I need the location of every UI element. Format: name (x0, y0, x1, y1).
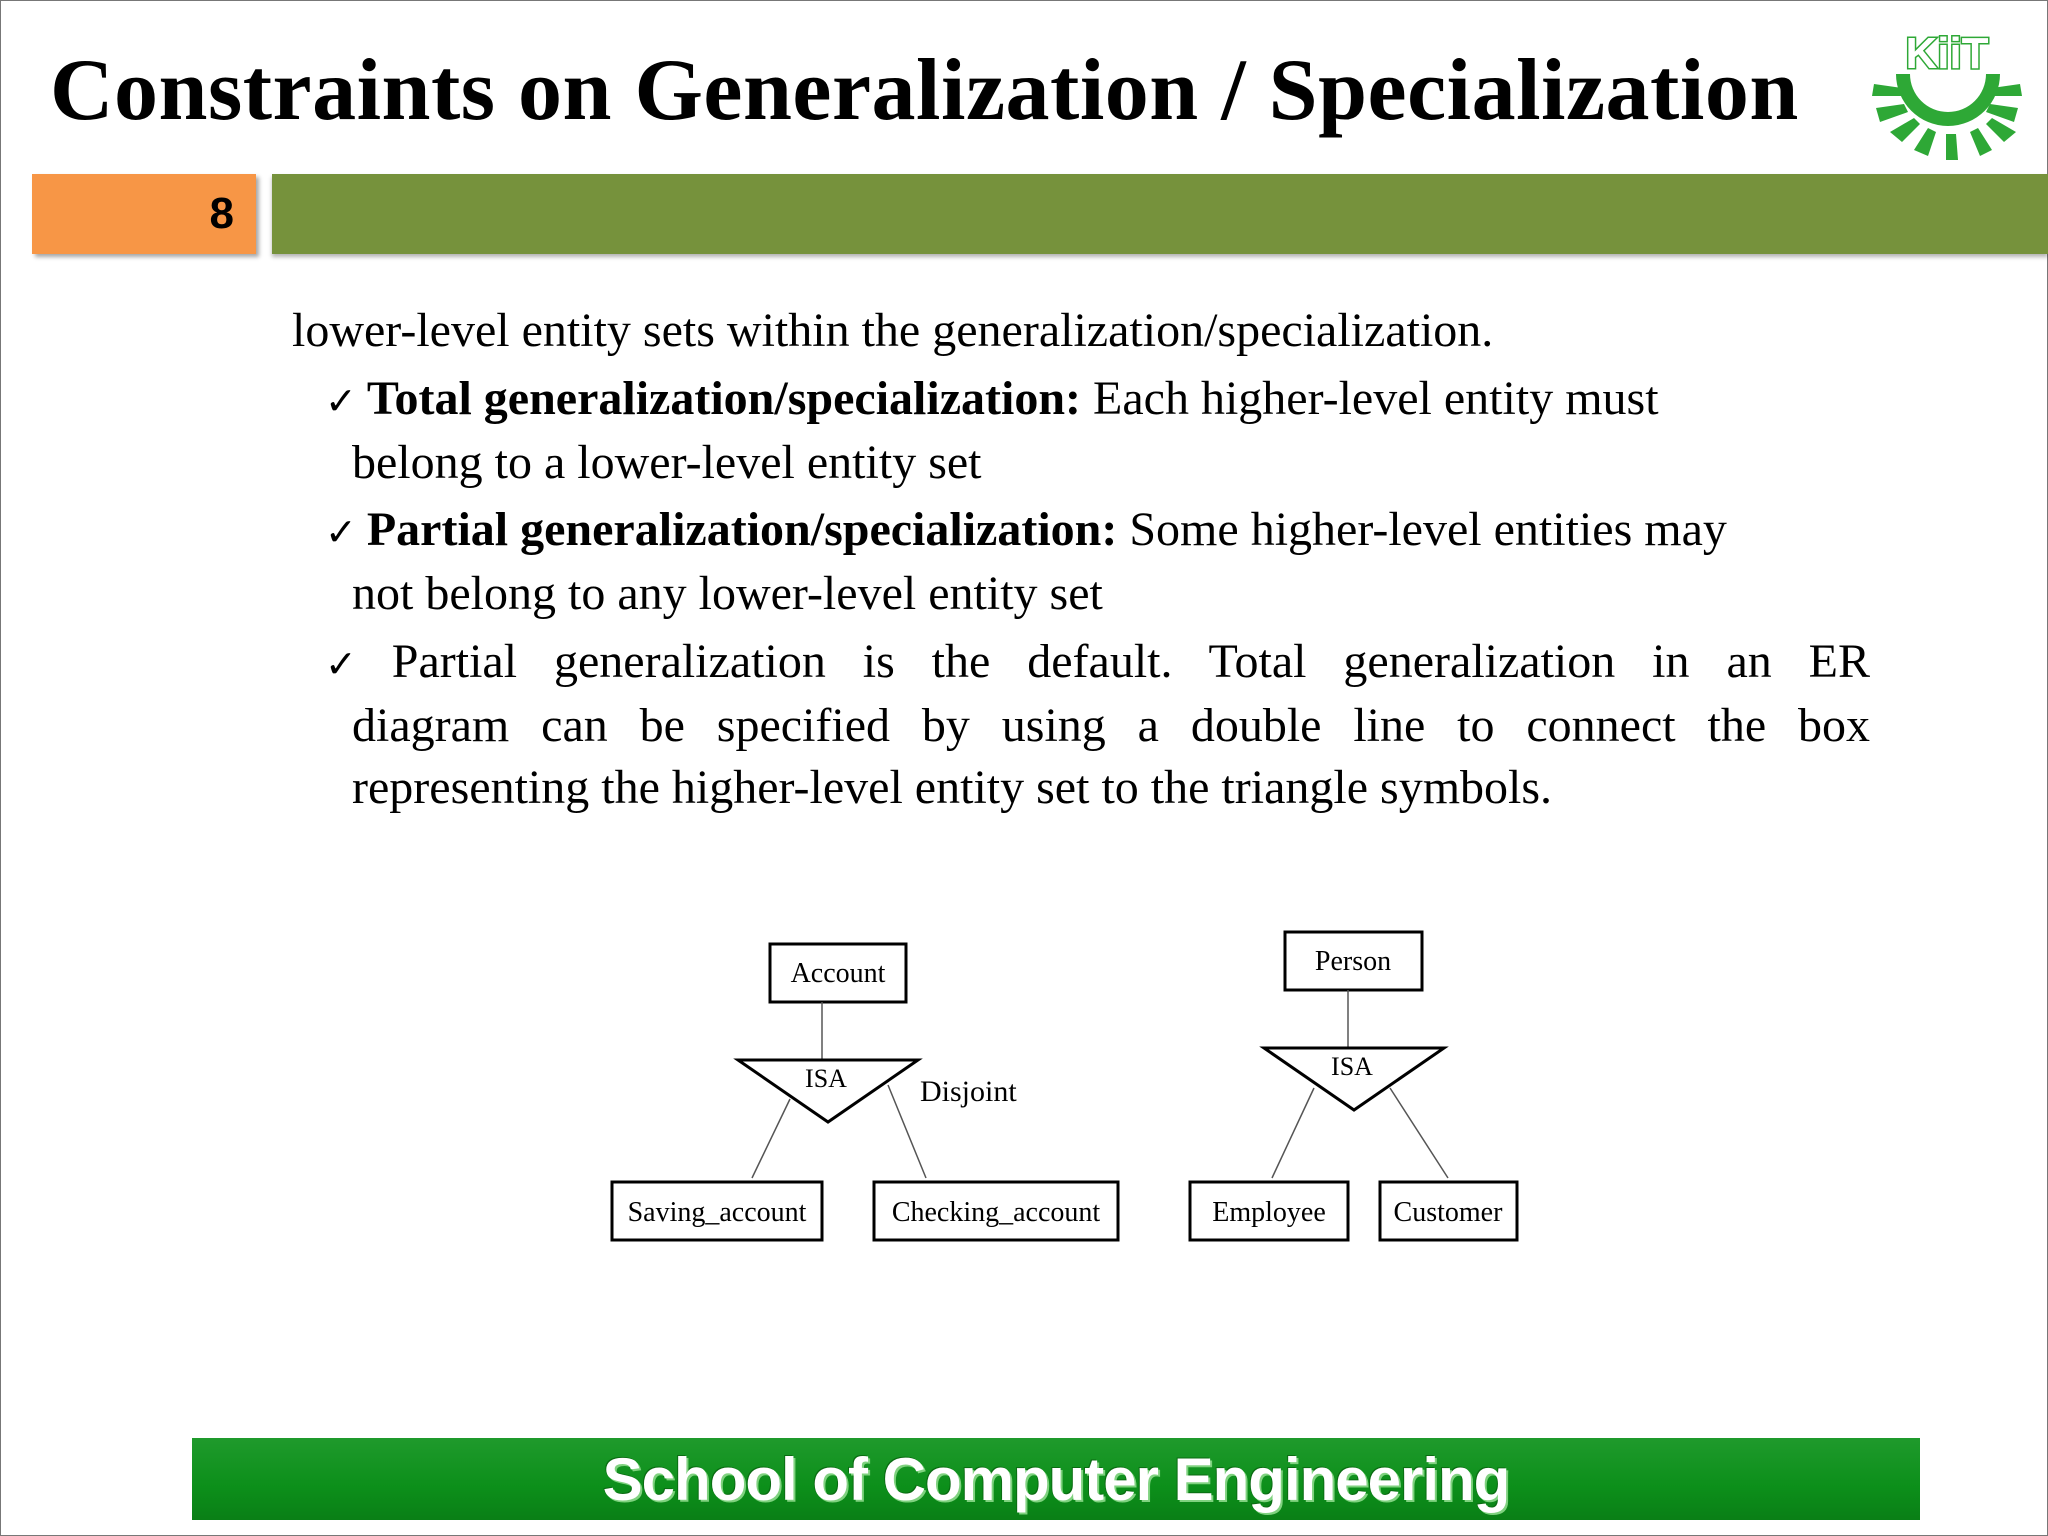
checkmark-icon: ✓ (325, 510, 357, 554)
svg-text:Disjoint: Disjoint (920, 1075, 1017, 1108)
diagram-account (612, 944, 1118, 1240)
bullet-default-line2: diagram can be specified by using a double line to connect the box (352, 699, 1870, 752)
bullet-total-line2: belong to a lower-level entity set (352, 436, 982, 489)
checkmark-icon: ✓ (325, 642, 382, 686)
disjoint-label (920, 1075, 1017, 1108)
footer-banner (192, 1438, 1920, 1520)
person-entity-box (1285, 932, 1422, 990)
svg-text:Customer: Customer (1393, 1197, 1503, 1228)
slide-title: Constraints on Generalization / Specialization (50, 42, 1799, 139)
bullet-total-line1 (325, 368, 1870, 432)
bullet-partial-text: Some higher-level entities may (1117, 503, 1727, 556)
slide-number: 8 (209, 189, 234, 238)
employee-entity-box (1190, 1182, 1348, 1240)
svg-text:ISA: ISA (805, 1064, 847, 1093)
bullet-default-line1-text: Partial generalization is the default. Total generalization in an ER (391, 635, 1870, 688)
svg-text:Employee: Employee (1212, 1197, 1326, 1228)
er-diagrams (0, 900, 2048, 1260)
bullet-total (325, 368, 1870, 494)
checking-account-entity-box (874, 1182, 1118, 1240)
person-child2-connector (1390, 1088, 1448, 1178)
svg-text:ISA: ISA (1331, 1052, 1373, 1081)
person-isa-triangle (1264, 1048, 1444, 1110)
bullet-total-lead: Total generalization/specialization: (366, 372, 1082, 425)
bullet-partial-line2: not belong to any lower-level entity set (352, 567, 1103, 620)
svg-text:KiiT: KiiT (1905, 29, 1989, 78)
saving-account-entity-box (612, 1182, 822, 1240)
person-child1-connector (1272, 1088, 1314, 1178)
bullet-default (325, 631, 1870, 819)
bullet-default-line3: representing the higher-level entity set to the triangle symbols. (352, 761, 1553, 814)
intro-text: lower-level entity sets within the generalization/specialization. (292, 304, 1494, 357)
svg-text:Saving_account: Saving_account (627, 1197, 807, 1228)
account-child1-connector (752, 1099, 790, 1178)
bullet-partial-lead: Partial generalization/specialization: (366, 503, 1118, 556)
svg-text:Person: Person (1314, 946, 1392, 977)
bullet-total-text: Each higher-level entity must (1081, 372, 1659, 425)
svg-text:Account: Account (790, 958, 886, 989)
account-entity-box (770, 944, 906, 1002)
bullet-default-line1 (325, 631, 1870, 695)
kiit-logo (1862, 24, 2032, 160)
diagram-person (1190, 932, 1517, 1240)
bullet-partial (325, 499, 1870, 625)
slide-number-box (32, 174, 256, 254)
checkmark-icon: ✓ (325, 379, 357, 423)
customer-entity-box (1380, 1182, 1517, 1240)
kiit-logo-text (1905, 29, 1988, 78)
footer-school-name: School of Computer Engineering (602, 1445, 1510, 1513)
svg-text:Checking_account: Checking_account (891, 1197, 1101, 1228)
bullet-partial-line1 (325, 499, 1870, 563)
title-accent-bar (272, 174, 2048, 254)
